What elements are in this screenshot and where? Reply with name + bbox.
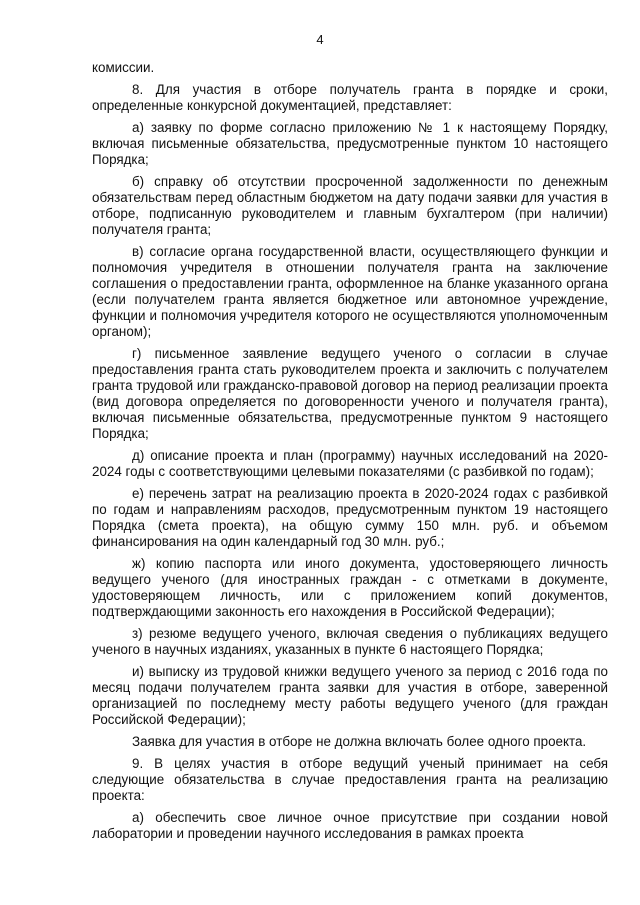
paragraph-item-8: 8. Для участия в отборе получатель гранта в порядке и сроки, определенные конкурсной документацией, представляет:	[92, 82, 608, 113]
paragraph-subitem-g: г) письменное заявление ведущего ученого о согласии в случае предоставления гранта стать руководителем проекта и заключить с получателем гранта трудовой или гражданско-правовой договор на период реализации проекта (вид договора определяется по договоренности ученого и получателя гранта), включая письменные обязательства, предусмотренные пунктом 9 настоящего Порядка;	[92, 346, 608, 441]
paragraph-subitem-z: з) резюме ведущего ученого, включая сведения о публикациях ведущего ученого в научных изданиях, указанных в пункте 6 настоящего Порядка;	[92, 626, 608, 657]
paragraph-application-note: Заявка для участия в отборе не должна включать более одного проекта.	[132, 734, 587, 749]
paragraph-subitem-e: е) перечень затрат на реализацию проекта в 2020-2024 годах с разбивкой по годам и направлениям расходов, предусмотренным пунктом 19 настоящего Порядка (смета проекта), на общую сумму 150 млн. руб. и объемом финансирования на один календарный год 30 млн. руб.;	[92, 486, 608, 549]
page-number: 4	[316, 32, 324, 47]
paragraph-item-9: 9. В целях участия в отборе ведущий ученый принимает на себя следующие обязательства в случае предоставления гранта на реализацию проекта:	[92, 756, 608, 803]
paragraph-subitem-b: б) справку об отсутствии просроченной задолженности по денежным обязательствам перед областным бюджетом на дату подачи заявки для участия в отборе, подписанную руководителем и главным бухгалтером (при наличии) получателя гранта;	[92, 174, 608, 237]
paragraph-subitem-a: а) заявку по форме согласно приложению № 1 к настоящему Порядку, включая письменные обязательства, предусмотренные пунктом 10 настоящего Порядка;	[92, 120, 608, 167]
document-body	[92, 60, 608, 848]
paragraph-item-9-subitem-a: а) обеспечить свое личное очное присутствие при создании новой лаборатории и проведении научного исследования в рамках проекта	[92, 810, 608, 841]
paragraph-subitem-d: д) описание проекта и план (программу) научных исследований на 2020-2024 годы с соответствующими целевыми показателями (с разбивкой по годам);	[92, 448, 608, 479]
paragraph-subitem-zh: ж) копию паспорта или иного документа, удостоверяющего личность ведущего ученого (для иностранных граждан - с отметками в документе, удостоверяющем личность, или с приложением копий документов, подтверждающими законность его нахождения в Российской Федерации);	[92, 556, 608, 619]
paragraph-subitem-v: в) согласие органа государственной власти, осуществляющего функции и полномочия учредителя в отношении получателя гранта на заключение соглашения о предоставлении гранта, оформленное на бланке указанного органа (если получателем гранта является бюджетное или автономное учреждение, функции и полномочия учредителя которого не осуществляются уполномоченным органом);	[92, 244, 608, 339]
paragraph-subitem-i: и) выписку из трудовой книжки ведущего ученого за период с 2016 года по месяц подачи получателем гранта заявки для участия в отборе, заверенной организацией по последнему месту работы ведущего ученого (для граждан Российской Федерации);	[92, 664, 608, 727]
paragraph-continuation: комиссии.	[92, 60, 155, 75]
